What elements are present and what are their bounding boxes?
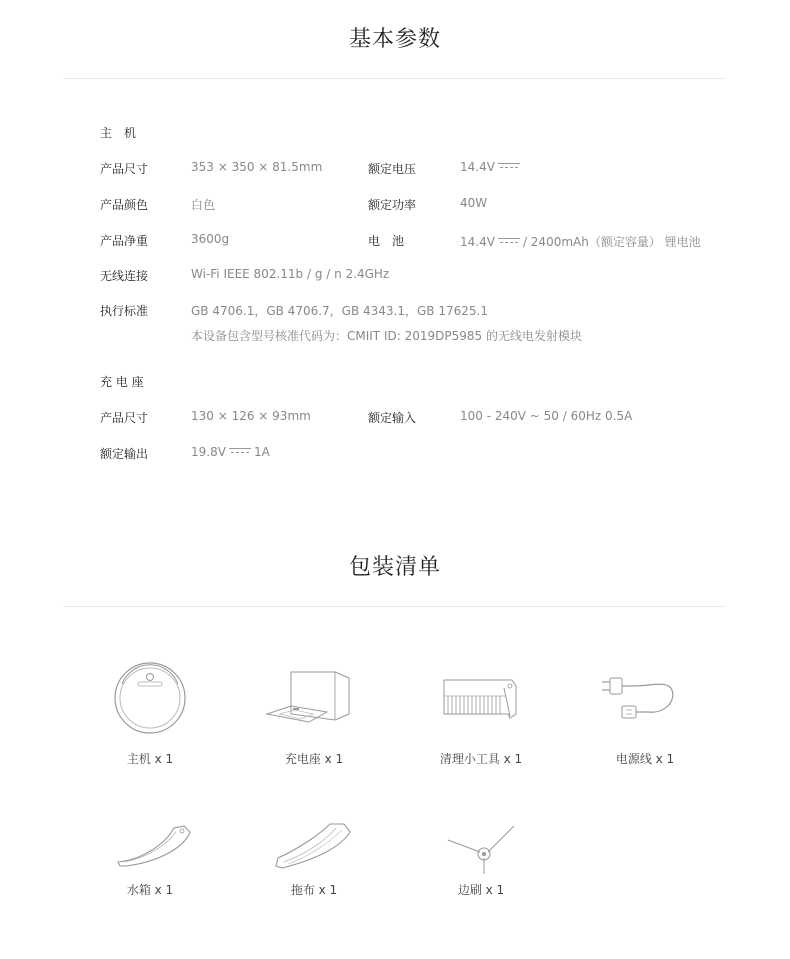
- host-size-label: 产品尺寸: [100, 162, 149, 176]
- package-item-label: 电源线 x 1: [615, 752, 675, 766]
- voltage-label: 额定电压: [368, 162, 417, 176]
- power-label: 额定功率: [368, 198, 417, 212]
- divider: [63, 606, 725, 607]
- divider: [63, 78, 725, 79]
- package-item-label: 水箱 x 1: [126, 883, 174, 897]
- package-item-label: 充电座 x 1: [284, 752, 344, 766]
- dc-symbol-icon: [498, 238, 520, 245]
- standard-label: 执行标准: [100, 304, 149, 318]
- package-item-label: 边刷 x 1: [457, 883, 505, 897]
- host-size-value: 353 × 350 × 81.5mm: [191, 160, 323, 174]
- color-label: 产品颜色: [100, 198, 149, 212]
- output-label: 额定输出: [100, 447, 149, 461]
- output-value: 19.8V 1A: [191, 445, 270, 459]
- dock-size-label: 产品尺寸: [100, 411, 149, 425]
- wireless-value: Wi-Fi IEEE 802.11b / g / n 2.4GHz: [191, 267, 390, 281]
- wireless-label: 无线连接: [100, 269, 149, 283]
- color-value: 白色: [191, 198, 216, 212]
- charging-dock-icon: [265, 662, 355, 742]
- input-value: 100 - 240V ~ 50 / 60Hz 0.5A: [460, 409, 633, 423]
- standard-value: GB 4706.1，GB 4706.7，GB 4343.1，GB 17625.1: [191, 304, 488, 318]
- weight-label: 产品净重: [100, 234, 149, 248]
- weight-value: 3600g: [191, 232, 230, 246]
- host-heading: 主 机: [100, 126, 137, 140]
- package-item-label: 主机 x 1: [126, 752, 174, 766]
- robot-vacuum-icon: [108, 660, 198, 740]
- dock-size-value: 130 × 126 × 93mm: [191, 409, 311, 423]
- spec-section-title: 基本参数: [348, 27, 441, 52]
- dc-symbol-icon: [498, 163, 520, 170]
- standard-note: 本设备包含型号核准代码为：CMIIT ID: 2019DP5985 的无线电发射模块: [191, 329, 582, 343]
- package-item-label: 拖布 x 1: [290, 883, 338, 897]
- cleaning-tool-icon: [438, 672, 528, 752]
- voltage-value: 14.4V: [460, 160, 523, 174]
- battery-value: 14.4V / 2400mAh（额定容量） 锂电池: [460, 235, 701, 249]
- package-section-title: 包装清单: [348, 555, 441, 580]
- input-label: 额定输入: [368, 411, 417, 425]
- battery-label: 电 池: [368, 234, 405, 248]
- power-value: 40W: [460, 196, 488, 210]
- power-cord-icon: [598, 668, 688, 748]
- dock-heading: 充 电 座: [100, 375, 144, 389]
- package-item-label: 清理小工具 x 1: [439, 752, 523, 766]
- dc-symbol-icon: [229, 448, 251, 455]
